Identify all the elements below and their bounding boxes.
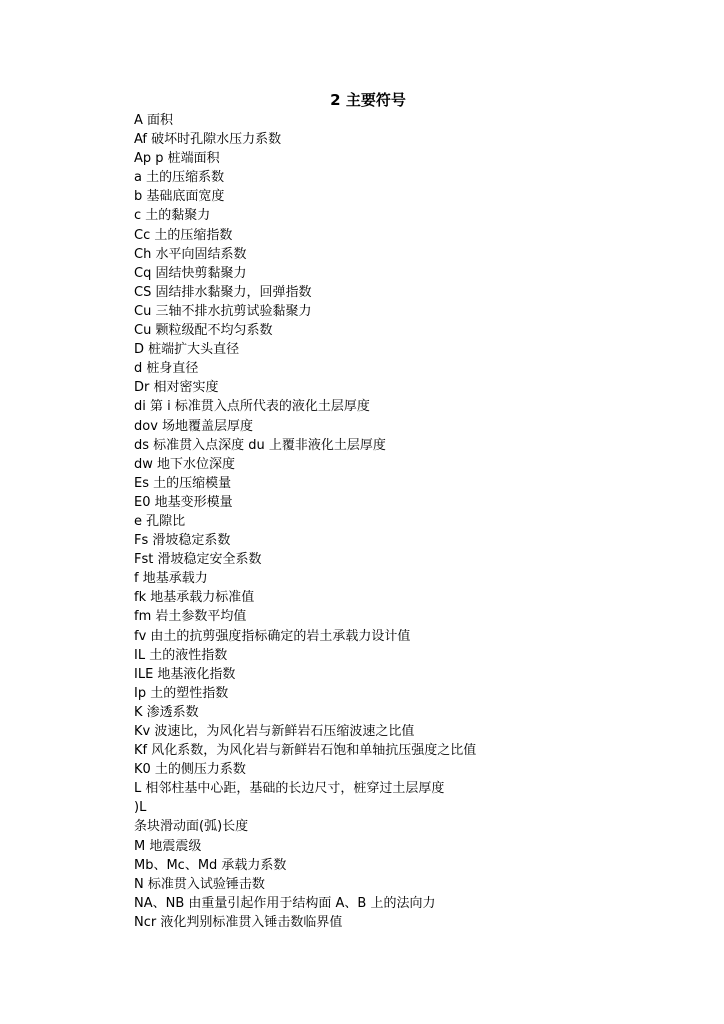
symbol-list <box>134 111 476 932</box>
symbol-entry: Ap p 桩端面积 <box>134 151 220 167</box>
symbol-entry: Kf 风化系数，为风化岩与新鲜岩石饱和单轴抗压强度之比值 <box>134 743 477 759</box>
symbol-entry: 条块滑动面(弧)长度 <box>134 819 249 835</box>
symbol-entry: L 相邻柱基中心距，基础的长边尺寸，桩穿过土层厚度 <box>134 781 445 797</box>
symbol-entry: D 桩端扩大头直径 <box>134 342 240 358</box>
symbol-entry: )L <box>134 800 147 816</box>
symbol-entry: fv 由土的抗剪强度指标确定的岩土承载力设计值 <box>134 628 411 644</box>
symbol-entry: Cc 土的压缩指数 <box>134 227 233 243</box>
symbol-entry: NA、NB 由重量引起作用于结构面 A、B 上的法向力 <box>134 895 436 911</box>
symbol-entry: Af 破坏时孔隙水压力系数 <box>134 132 282 148</box>
symbol-entry: Dr 相对密实度 <box>134 380 219 396</box>
symbol-entry: Fs 滑坡稳定系数 <box>134 533 231 549</box>
symbol-entry: Ip 土的塑性指数 <box>134 685 229 701</box>
symbol-entry: Cu 三轴不排水抗剪试验黏聚力 <box>134 303 312 319</box>
symbol-entry: Mb、Mc、Md 承载力系数 <box>134 857 287 873</box>
section-title: 2 主要符号 <box>330 91 406 109</box>
symbol-entry: c 土的黏聚力 <box>134 208 211 224</box>
symbol-entry: N 标准贯入试验锤击数 <box>134 876 265 892</box>
symbol-entry: ds 标准贯入点深度 du 上覆非液化土层厚度 <box>134 437 386 453</box>
symbol-entry: dw 地下水位深度 <box>134 456 236 472</box>
symbol-entry: e 孔隙比 <box>134 513 186 529</box>
symbol-entry: IL 土的液性指数 <box>134 647 228 663</box>
symbol-entry: A 面积 <box>134 113 174 128</box>
symbol-entry: CS 固结排水黏聚力，回弹指数 <box>134 284 312 300</box>
symbol-entry: di 第 i 标准贯入点所代表的液化土层厚度 <box>134 399 370 415</box>
symbol-entry: d 桩身直径 <box>134 361 199 377</box>
symbol-entry: b 基础底面宽度 <box>134 189 225 205</box>
symbol-entry: K 渗透系数 <box>134 704 199 720</box>
symbol-entry: f 地基承载力 <box>134 571 208 587</box>
symbol-entry: Es 土的压缩模量 <box>134 475 232 491</box>
symbol-entry: Fst 滑坡稳定安全系数 <box>134 552 262 568</box>
symbol-entry: Ch 水平向固结系数 <box>134 246 247 262</box>
symbol-entry: Cq 固结快剪黏聚力 <box>134 265 247 281</box>
symbol-entry: a 土的压缩系数 <box>134 170 225 186</box>
symbol-entry: Cu 颗粒级配不均匀系数 <box>134 323 273 339</box>
symbol-entry: ILE 地基液化指数 <box>134 666 236 682</box>
symbol-entry: M 地震震级 <box>134 838 202 854</box>
symbol-entry: fm 岩土参数平均值 <box>134 609 247 625</box>
symbol-entry: E0 地基变形模量 <box>134 494 233 510</box>
symbol-entry: K0 土的侧压力系数 <box>134 762 246 778</box>
symbol-entry: dov 场地覆盖层厚度 <box>134 418 254 434</box>
symbol-entry: fk 地基承载力标准值 <box>134 590 255 606</box>
symbol-entry: Kv 波速比，为风化岩与新鲜岩石压缩波速之比值 <box>134 724 415 739</box>
symbol-entry: Ncr 液化判别标准贯入锤击数临界值 <box>134 914 343 930</box>
